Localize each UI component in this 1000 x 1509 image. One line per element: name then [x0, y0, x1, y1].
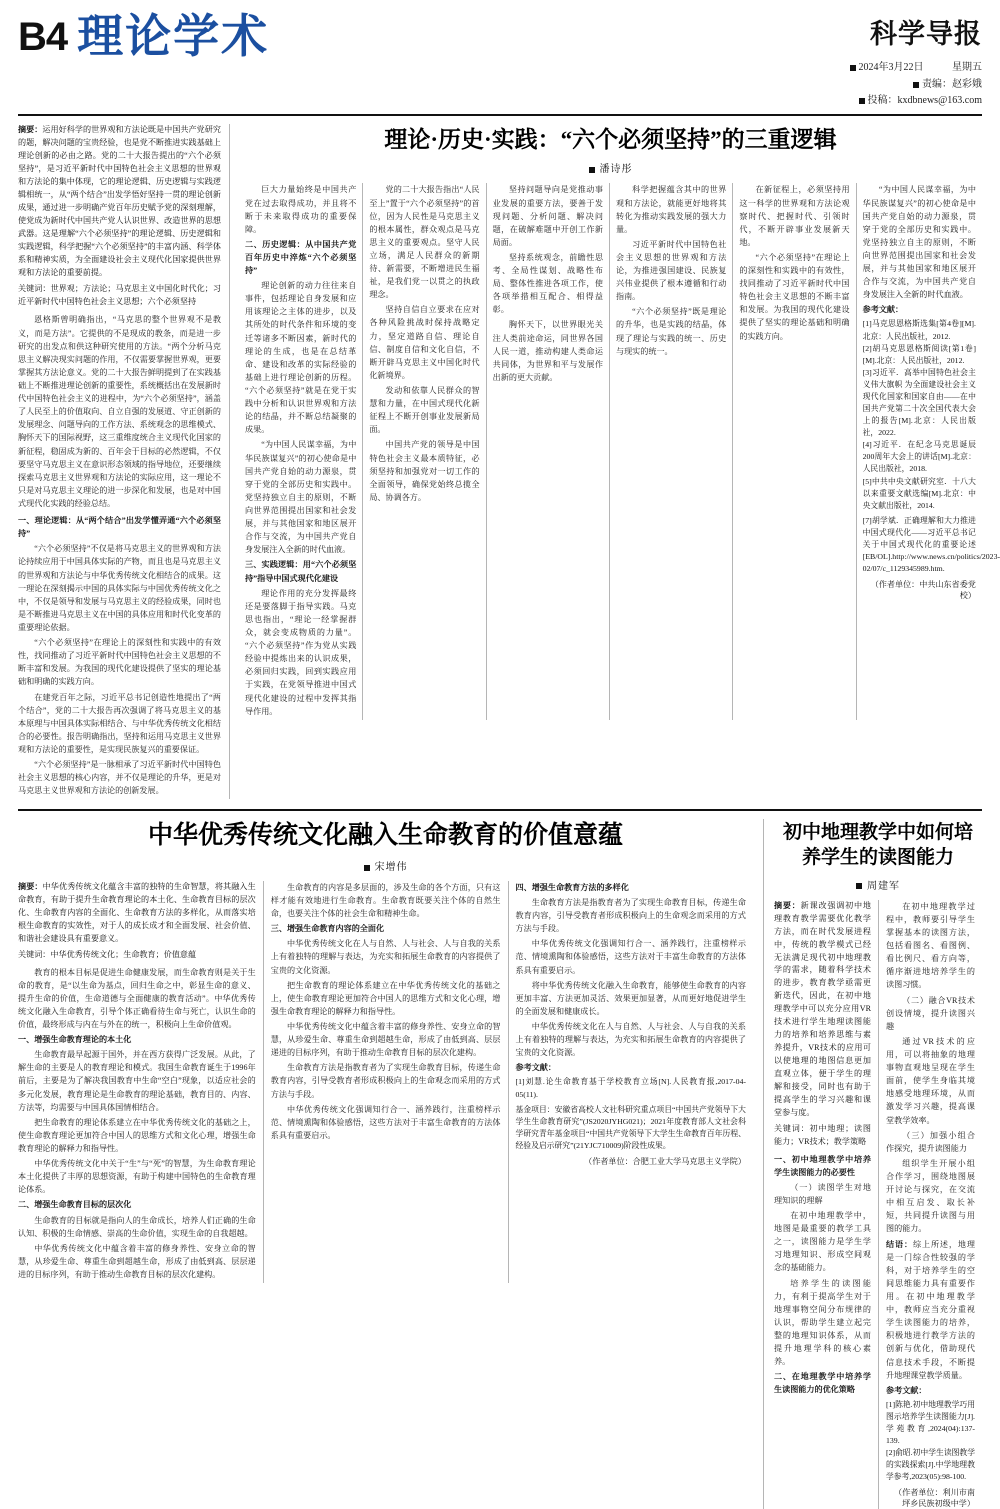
- masthead-email-row: [850, 93, 983, 109]
- abstract-text: 运用好科学的世界观和方法论既是中国共产党研究的题，解决问题的宝贵经验，也是党不断推进实践基础上理论创新的必由之路。党的二十大报告提出的“六个必须坚持”，是习近平新时代中国特色社会主义思想的世界观和方法论的集中体现，它的理论逻辑、历史逻辑与实践逻辑相统一，从“两个结合”出发学悟好坚持一贯的理论创新成果，通过进一步明确产党百年历史赋予党的深刻理解，使党成为新时代中国共产党人认识世界、改造世界的思想武器。这是理解“六个必须坚持”的理论逻辑、历史逻辑和实践逻辑，科学把握“六个必须坚持”的丰富内涵、科学体系和精神实质，为全面建设社会主义现代化国家提供世界观和方法论的重要前提。: [18, 125, 221, 277]
- section-paragraph: （二）融合VR技术创设情境，提升读图兴趣: [886, 995, 975, 1031]
- article-3-author: 周建军: [867, 880, 900, 892]
- byline-bullet-icon: [364, 865, 370, 871]
- section-paragraph: “六个必须坚持”不仅是将马克思主义的世界观和方法论持续应用于中国具体实际的产物，而且也是马克思主义的世界观和方法论与中华优秀传统文化相结合的成果。这一理论在深刻揭示中国的具体实际与中国优秀传统文化之中，不仅是领导和发展与马克思主义的经验成果，同时也是不断推进马克思主义在中国的具体应用和时代化变革的重要理论依据。: [18, 544, 221, 632]
- section-paragraph: 中华优秀传统文化在人与自然、人与社会、人与自我的关系上有着独特的理解与表达，为充实和拓展生命教育的内容提供了宝贵的文化资源。: [270, 939, 501, 975]
- article-1-col-5: [732, 183, 855, 719]
- section-title: 理论学术: [77, 11, 270, 62]
- article-2-author: 宋增伟: [374, 861, 408, 873]
- byline-bullet-icon: [589, 167, 595, 173]
- reference-item: [2]俞昭.初中学生读图教学的实践探索[J].中学地理教学参考,2023(05):98-100.: [886, 1448, 976, 1482]
- section-paragraph: 在初中地理教学中，地图是最重要的教学工具之一，读图能力是学生学习地理知识、形成空间观念的基础能力。: [774, 1211, 871, 1273]
- article-3-col-1: [774, 900, 878, 1509]
- section-heading: 三、增强生命教育内容的全面化: [270, 924, 385, 934]
- body-paragraph: 习近平新时代中国特色社会主义思想的世界观和方法论，为推进强国建设、民族复兴伟业提供了根本遵循和行动指南。: [615, 239, 727, 302]
- section-paragraph: （三）加强小组合作探究，提升读图能力: [886, 1130, 975, 1153]
- section-heading: 一、理论逻辑：从“两个结合”出发学懂弄通“六个必须坚持”: [18, 516, 221, 539]
- article-1-lead: [18, 313, 221, 510]
- conclusion-label: 结语：: [886, 1239, 913, 1249]
- reference-item: [1]马克思恩格斯选集[第4卷][M].北京：人民出版社，2012.: [862, 319, 976, 341]
- masthead-editor-row: [850, 77, 983, 93]
- article-2: [18, 819, 764, 1509]
- article-3-title: 初中地理教学中如何培养学生的读图能力: [782, 822, 973, 869]
- section-paragraph: 中华优秀传统文化中关于“生”与“死”的智慧，为生命教育理论本土化提供了丰厚的思想资源，有助于构建中国特色的生命教育理论体系。: [18, 1159, 256, 1195]
- section-heading: 二、增强生命教育目标的层次化: [18, 1200, 132, 1210]
- section-paragraph: 理论作用的充分发挥最终还是要落脚于指导实践。马克思也指出，“理论一经掌握群众，就会变成物质的力量”。“六个必须坚持”作为党从实践经验中提炼出来的认识成果，必须回归实践，回到实践应用于实践，在党领导推进中国式现代化建设的过程中发挥其指导作用。: [245, 588, 357, 716]
- section-paragraph: 把生命教育的理论体系建立在中华优秀传统文化的基础之上，使生命教育理论更加符合中国人的思维方式和文化心理，增强生命教育理论的解释力和指导性。: [270, 980, 501, 1016]
- article-2-keywords: 关键词：中华优秀传统文化；生命教育；价值意蕴: [18, 949, 197, 959]
- reference-item: [1]陈艳.初中地理教学巧用图示培养学生读图能力[J].学苑教育,2024(04):137-139.: [886, 1399, 976, 1446]
- section-paragraph: 党的二十大报告指出“人民至上”置于“六个必须坚持”的首位，因为人民性是马克思主义的根本属性，群众观点是马克思主义的重要观点。坚守人民立场，满足人民群众的新期待、新需要，不断增进民生福祉，是我们党一以贯之的执政理念。: [369, 185, 480, 300]
- article-2-unit: （作者单位：合肥工业大学马克思主义学院）: [584, 1156, 746, 1166]
- bottom-region: [18, 819, 982, 1509]
- article-3-abstract: [774, 900, 871, 1120]
- section-paragraph: 发动和依靠人民群众的智慧和力量，在中国式现代化新征程上不断开创事业发展新局面。: [369, 386, 480, 435]
- references-heading: 参考文献：: [886, 1385, 927, 1395]
- keywords-text: 关键词：世界观；方法论；马克思主义中国化时代化；习近平新时代中国特色社会主义思想；六个必须坚持: [18, 283, 221, 306]
- article-2-columns: [18, 881, 753, 1283]
- body-paragraph: “六个必须坚持”既是理论的升华，也是实践的结晶，体现了理论与实践的统一、历史与现实的统一。: [615, 307, 727, 356]
- reference-item: [5]中共中央文献研究室．十八大以来重要文献选编[M].北京：中央文献出版社，2014.: [862, 476, 976, 510]
- section-paragraph: 生命教育最早起源于国外，并在西方获得广泛发展。从此，了解生命的主要是人的教育理论和模式。我国生命教育诞生于1996年前后，主要是为了解决我国教育中生命“空白”现象，以适应社会的多元化发展，教育理论是生命教育的理论基础，教育目的、内容、方法等，均需要与中国具体国情相结合。: [18, 1050, 256, 1112]
- references-heading: 参考文献：: [515, 1063, 556, 1073]
- section-paragraph: 生命教育的内容是多层面的，涉及生命的各个方面，只有这样才能有效地进行生命教育。生命教育既要关注个体的自然生命，也要关注个体的社会生命和精神生命。: [270, 882, 501, 919]
- section-paragraph: “六个必须坚持”是一脉相承了习近平新时代中国特色社会主义思想的核心内容，并不仅是理论的升华，更是对马克思主义世界观和方法论的创新发展。: [18, 760, 221, 796]
- article-3-keywords: 关键词：初中地理；读图能力；VR技术；教学策略: [774, 1123, 871, 1146]
- article-3-unit: （作者单位：利川市南坪乡民族初级中学）: [894, 1488, 975, 1509]
- section-paragraph: 组织学生开展小组合作学习，围绕地图展开讨论与探究，在交流中相互启发、取长补短，共同提升读图与用图的能力。: [886, 1158, 975, 1234]
- article-1-columns: [239, 183, 1000, 719]
- article-1-keywords: [18, 283, 221, 309]
- section-paragraph: 生命教育方法是指教育者为了实现生命教育目标，传递生命教育内容，引导受教育者形成积极向上的生命观念而采用的方式方法与手段。: [270, 1063, 501, 1099]
- article-2-references: [516, 1076, 746, 1100]
- body-paragraph: 坚持系统观念，前瞻性思考、全局性谋划、战略性布局、整体性推进各项工作，使各项举措相互配合、相得益彰。: [492, 252, 603, 315]
- section-paragraph: 中华优秀传统文化中蕴含着丰富的修身养性、安身立命的智慧，从珍爱生命、尊重生命到超越生命，形成了由低到高、层层递进的目标序列，有助于推动生命教育目标的层次化建构。: [18, 1243, 256, 1279]
- article-1-col-2: [362, 183, 485, 719]
- abstract-text: 中华优秀传统文化蕴含丰富的独特的生命智慧，将其融入生命教育，有助于提升生命教育理论的本土化、生命教育目标的层次化、生命教育内容的全面化、生命教育方法的多样化，从而落实培根生命教育的实效性，对于人的成长成才和全面发展、社会价值、和谐社会建设具有重要意义。: [18, 881, 256, 943]
- reference-item: [3]习近平．高举中国特色社会主义伟大旗帜 为全面建设社会主义现代化国家和国家自由——在中国共产党第二十次全国代表大会上的报告[M].北京：人民出版社，2022.: [862, 367, 976, 438]
- bullet-icon: [859, 98, 865, 104]
- section-paragraph: 理论创新的动力往往来自事件，包括理论自身发展和应用该理论之主体的进步，以及其所处的时代条件和环境的变迁等诸多不断因素，新时代的理论的生成，也是在总结革命、建设和改革的实际经验的基础上进行理论创新的历程。“六个必须坚持”就是在党于实践中分析和认识世界观和方法论的结晶，并不断总结凝聚的成果。: [245, 281, 357, 435]
- article-2-col-1: [18, 881, 263, 1283]
- masthead-date-row: [850, 60, 983, 76]
- section-paragraph: 在建党百年之际，习近平总书记创造性地提出了“两个结合”，党的二十大报告再次强调了将马克思主义的基本原理与中国具体实际相结合、与中华优秀传统文化相结合的必要性。报告明确指出，坚持和运用马克思主义世界观和方法论的重要性，是实现民族复兴的重要保证。: [18, 692, 221, 754]
- section-paragraph: 中华优秀传统文化中蕴含着丰富的修身养性、安身立命的智慧，从珍爱生命、尊重生命到超越生命，形成了由低到高、层层递进的目标序列，有助于推动生命教育目标的层次化建构。: [270, 1022, 501, 1058]
- section-heading: 三、实践逻辑：用“六个必须坚持”指导中国式现代化建设: [245, 560, 357, 583]
- article-1-author: 潘诗彤: [599, 164, 633, 176]
- section-paragraph: 生命教育的目标就是指向人的生命成长，培养人们正确的生命认知、积极的生命情感、崇高的生命价值，实现生命的自我超越。: [18, 1215, 256, 1238]
- article-1-byline: [239, 160, 982, 175]
- article-2-fund: 基金项目：安徽省高校人文社科研究重点项目“中国共产党领导下大学生生命教育研究”(JS2020JYHG021)；2021年度教育部人文社会科学研究青年基金项目“中国共产党领导下大学生生命教育百年历程、经验及启示研究”(21YJC710009)阶段性成果。: [515, 1104, 746, 1150]
- body-paragraph: 坚持问题导向是党推动事业发展的重要方法，要善于发现问题、分析问题、解决问题，在破解难题中开创工作新局面。: [492, 185, 603, 247]
- abstract-text: 新课改强调初中地理教育教学需要优化教学方法，而在时代发展进程中，传统的教学模式已经无法满足现代初中地理教学的需求，随着科学技术的进步，教育教学亟需更新迭代，因此，在初中地理教学中可以充分应用VR技术进行学生地理读图能力的培养和培养思维与素养提升，VR技术的应用可以使地理的地图信息更加直观立体，便于学生的理解和接受，同时也有助于提高学生的学习兴趣和课堂参与度。: [774, 900, 871, 1117]
- paper-name: 科学导报: [870, 19, 982, 49]
- submission-email: 投稿：kxdbnews@163.com: [867, 94, 982, 106]
- article-3-col-2: [878, 900, 982, 1509]
- body-paragraph: 巨大力量始终是中国共产党在过去取得成功，并且将不断于未来取得成功的重要保障。: [245, 185, 357, 234]
- article-1-section-1: [18, 514, 221, 797]
- bullet-icon: [850, 65, 856, 71]
- article-3-references: [886, 1399, 975, 1484]
- masthead: [18, 11, 982, 116]
- article-3: [764, 819, 982, 1509]
- article-1-col-4: [609, 183, 732, 719]
- section-paragraph: 把生命教育的理论体系建立在中华优秀传统文化的基础之上，使生命教育理论更加符合中国人的思维方式和文化心理，增强生命教育理论的解释力和指导性。: [18, 1117, 256, 1153]
- article-1-references: [862, 318, 1000, 575]
- article-1-col-3: [486, 183, 609, 719]
- article-1-col-6: [856, 183, 1000, 719]
- section-heading: 一、增强生命教育理论的本土化: [18, 1035, 132, 1045]
- abstract-label: 摘要：: [18, 125, 43, 135]
- section-paragraph: 中华优秀传统文化强调知行合一、涵养践行，注重榜样示范、情境熏陶和体验感悟，这些方法对于丰富生命教育的方法体系具有重要启示。: [515, 939, 746, 975]
- article-1-main: [230, 124, 1000, 799]
- issue-date: 2024年3月22日: [858, 61, 924, 73]
- section-paragraph: “六个必须坚持”在理论上的深刻性和实践中的有效性，找同推动了习近平新时代中国特色社会主义思想的不断丰富和发展。为我国的现代化建设提供了坚实的理论基础和明确的实践方向。: [18, 638, 221, 687]
- reference-item: [1]刘慧.论生命教育基于学校教育立场[N].人民教育报,2017-04-05(11).: [515, 1077, 746, 1099]
- reference-item: [4]习近平．在纪念马克思诞辰200周年大会上的讲话[M].北京：人民出版社，2018.: [862, 440, 976, 474]
- section-paragraph: “为中国人民谋幸福，为中华民族谋复兴”的初心使命是中国共产党自始的动力源泉，贯穿于党的全部历史和实践中。党坚持独立自主的原则，不断向世界范围提出国家和社会发展，并与其他国家和地区展开合作与交流，为中国共产党自身发展注入全新的时代血液。: [245, 440, 357, 555]
- abstract-label: 摘要：: [774, 900, 801, 910]
- abstract-label: 摘要：: [18, 881, 43, 891]
- section-paragraph: 通过VR技术的应用，可以将抽象的地理事物直观地呈现在学生面前，使学生身临其境地感受地理环境，从而激发学习兴趣，提高课堂教学效率。: [886, 1036, 975, 1125]
- section-paragraph: 坚持自信自立要求在应对各种风险挑战时保持战略定力，坚定道路自信、理论自信、制度自信和文化自信，不断开辟马克思主义中国化时代化新境界。: [369, 305, 480, 380]
- bullet-icon: [913, 82, 919, 88]
- masthead-left: [18, 11, 270, 62]
- article-2-col-3: [508, 881, 753, 1283]
- section-paragraph: 中华优秀传统文化在人与自然、人与社会、人与自我的关系上有着独特的理解与表达，为充实和拓展生命教育的内容提供了宝贵的文化资源。: [515, 1022, 746, 1058]
- article-1-unit: （作者单位：中共山东省委党校）: [870, 580, 976, 601]
- article-2-byline: [18, 858, 753, 873]
- body-paragraph: “为中国人民谋幸福，为中华民族谋复兴”的初心使命是中国共产党自始的动力源泉，贯穿于党的全部历史和实践中。党坚持独立自主的原则，不断向世界范围提出国家和社会发展，并与其他国家和地区展开合作与交流，为中国共产党自身发展注入全新的时代血液。: [862, 185, 976, 300]
- article-3-columns: [774, 900, 982, 1509]
- section-paragraph: （一）读图学生对地理知识的理解: [774, 1182, 871, 1205]
- article-2-title: 中华优秀传统文化融入生命教育的价值意蕴: [147, 822, 623, 850]
- section-divider: [18, 809, 982, 811]
- section-paragraph: 在初中地理教学过程中，教师要引导学生掌握基本的读图方法，包括看图名、看图例、看比例尺、看方向等，循序渐进地培养学生的读图习惯。: [886, 901, 975, 990]
- section-heading: 二、在地理教学中培养学生读图能力的优化策略: [774, 1372, 871, 1395]
- references-heading: 参考文献：: [862, 305, 904, 315]
- body-paragraph: 在新征程上，必须坚持用这一科学的世界观和方法论观察时代、把握时代、引领时代，不断开辟事业发展新天地。: [739, 185, 850, 247]
- reference-link-note: [7]胡学斌．正确理解和大力推进中国式现代化——习近平总书记关于中国式现代化的重要论述[EB/OL].http://www.news.cn/politics/2023-02/07/c_1129345989.htm.: [862, 515, 1000, 574]
- section-paragraph: 中华优秀传统文化强调知行合一、涵养践行，注重榜样示范、情境熏陶和体验感悟，这些方法对于丰富生命教育的方法体系具有重要启示。: [270, 1104, 501, 1140]
- article-1-abstract-column: [18, 124, 230, 799]
- article-1-title: 理论·历史·实践：“六个必须坚持”的三重逻辑: [384, 127, 837, 153]
- section-heading: 二、历史逻辑：从中国共产党百年历史中淬炼“六个必须坚持”: [245, 239, 357, 276]
- article-1: [18, 124, 1000, 799]
- conclusion-text: 综上所述，地理是一门综合性较强的学科，对于培养学生的空间思维能力具有重要作用。在初中地理教学中，教师应当充分重视学生读图能力的培养，积极地进行教学方法的创新与优化，借助现代信息技术手段，不断提升地理课堂教学质量。: [886, 1239, 975, 1380]
- section-paragraph: 培养学生的读图能力，有利于提高学生对于地理事物空间分布规律的认识，帮助学生建立起完整的地理知识体系，从而提升地理学科的核心素养。: [774, 1278, 871, 1367]
- body-paragraph: “六个必须坚持”在理论上的深刻性和实践中的有效性，找同推动了习近平新时代中国特色社会主义思想的不断丰富和发展。为我国的现代化建设提供了坚实的理论基础和明确的实践方向。: [739, 252, 850, 341]
- reference-item: [2]胡马克思恩格斯阅读[第1卷][M].北京：人民出版社，2012.: [862, 343, 976, 365]
- body-paragraph: 科学把握蕴含其中的世界观和方法论，就能更好地将其转化为推动实践发展的强大力量。: [615, 185, 727, 234]
- editor: 责编：赵彩娥: [922, 79, 982, 91]
- masthead-right: [850, 14, 983, 108]
- article-1-col-1: [239, 183, 362, 719]
- body-paragraph: 胸怀天下，以世界眼光关注人类前途命运，同世界各国人民一道，推动构建人类命运共同体，为世界和平与发展作出新的更大贡献。: [492, 320, 603, 382]
- lead-paragraph: 恩格斯曾明确指出，“马克思的整个世界观不是教义，而是方法”。它提供的不是现成的教条，而是进一步研究的出发点和供这种研究使用的方法。“两个分析马克思主义解决现实问题的作用，不仅需要掌握世界观，更要掌握其方法论意义。党的二十大报告鲜明提到了在实践基础上不断推进理论创新的重要性，系统概括出在发展新时代中国特色社会主义的进程中，为“六个必须坚持”，涵盖了人民至上的价值取向、自立自强的发展道、守正创新的发展理念、问题导向的工作方法、系统观念的思维模式、胸怀天下的国际视野，这三重维度统合主义现代化国家的新征程，稳固成为新的、百年会于目标的必然逻辑，不仅要坚守马克思主义在意识形态领域的指导地位，还要继续探索马克思主义世界观和方法论的实际应用，这一理论不只是对马克思主义理论的进一步深化和发展，也是对中国式现代化实践的经验总结。: [18, 315, 221, 508]
- issue-weekday: 星期五: [952, 61, 982, 73]
- body-paragraph: 中国共产党的领导是中国特色社会主义最本质特征，必须坚持和加强党对一切工作的全面领导，确保党始终总揽全局、协调各方。: [369, 440, 480, 502]
- article-2-abstract: [18, 881, 256, 946]
- page-number: B4: [18, 15, 68, 59]
- section-paragraph: 生命教育方法是指教育者为了实现生命教育目标，传递生命教育内容，引导受教育者形成积极向上的生命观念而采用的方式方法与手段。: [515, 898, 746, 934]
- lead-paragraph: 教育的根本目标是促进生命健康发展，而生命教育则是关于生命的教育，是“以生命为基点，回归生命之中，彰显生命的意义、提升生命的价值，生命道德与全面健康的教育活动”。中华优秀传统文化融入生命教育，引导个体正确看待生命与死亡，认识生命的价值，最终形成与内在与外在的统一，积极向上生命价值观。: [18, 967, 256, 1029]
- article-2-col-2: [263, 881, 508, 1283]
- article-1-abstract: [18, 124, 221, 279]
- article-3-byline: [774, 877, 982, 892]
- section-heading: 一、初中地理教学中培养学生读图能力的必要性: [774, 1154, 871, 1177]
- section-heading: 四、增强生命教育方法的多样化: [515, 882, 629, 892]
- byline-bullet-icon: [856, 883, 862, 889]
- section-paragraph: 将中华优秀传统文化融入生命教育，能够使生命教育的内容更加丰富、方法更加灵活、效果更加显著，从而更好地促进学生的全面发展和健康成长。: [515, 980, 746, 1016]
